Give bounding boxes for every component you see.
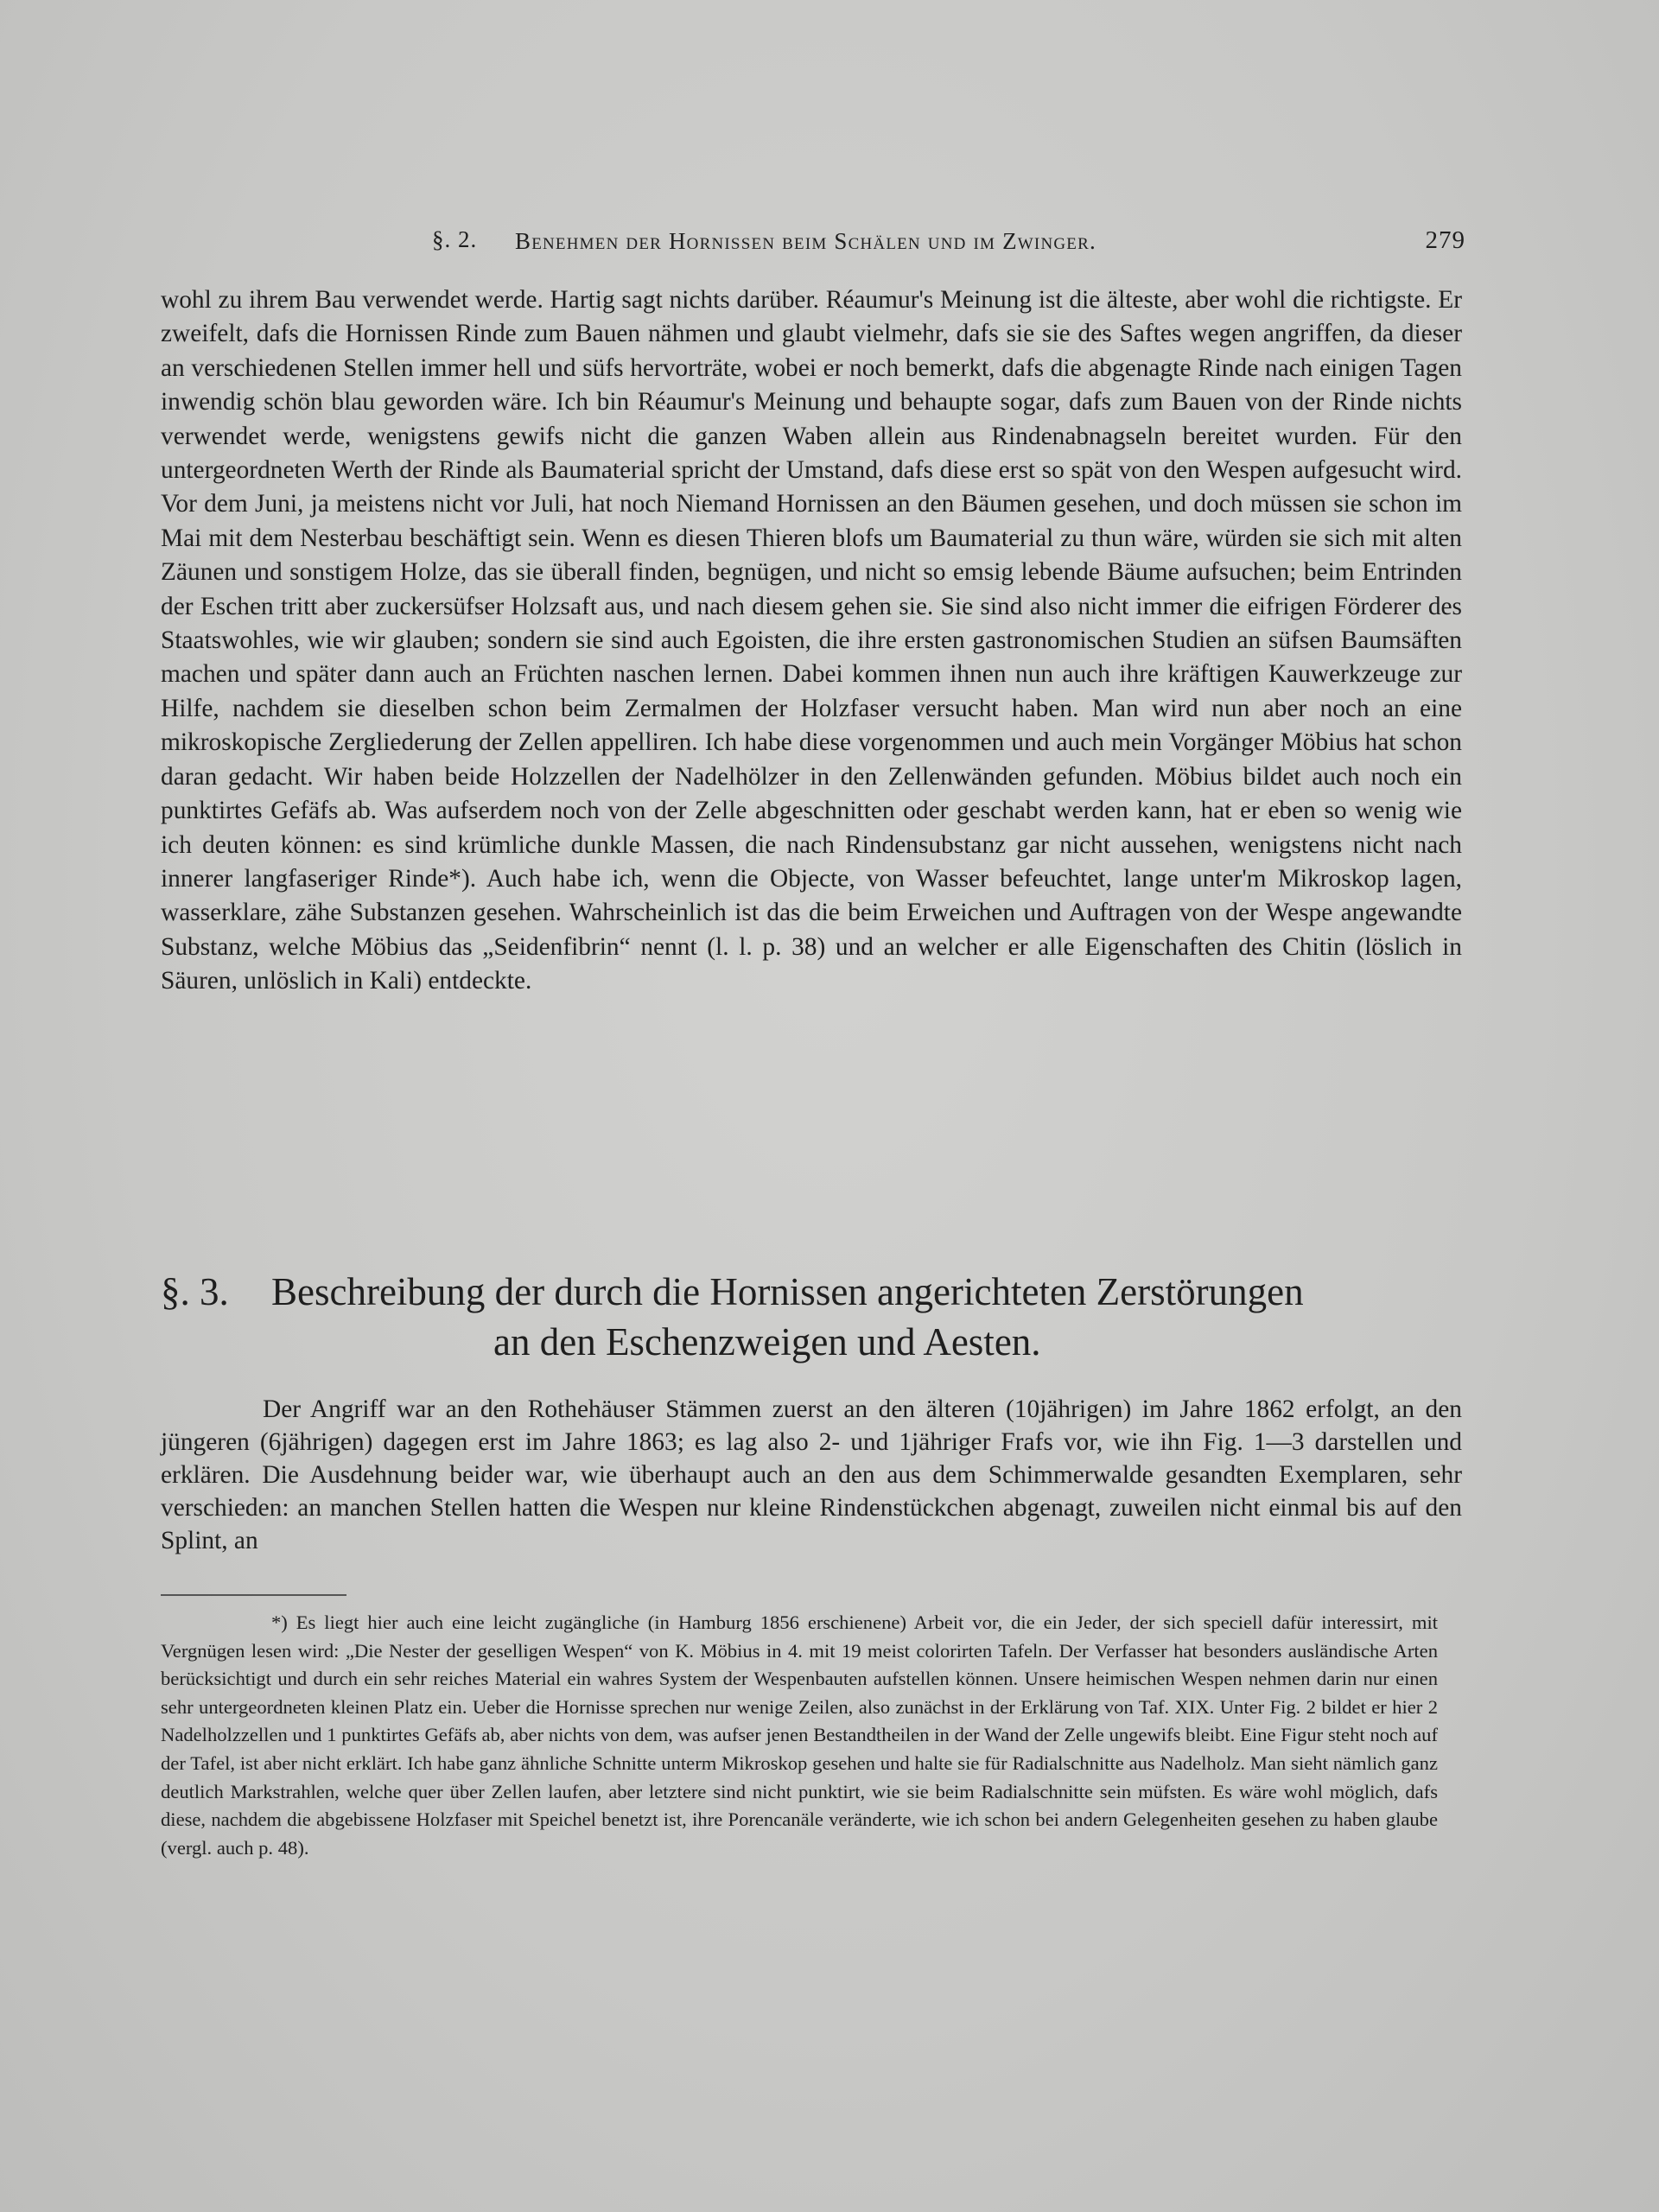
paragraph: wohl zu ihrem Bau verwendet werde. Hartig sagt nichts darüber. Réaumur's Meinung ist die älteste, aber wohl die richtigste. Er zweifelt, dafs die Hornissen Rinde zum Bauen nähmen und glaubt vielmehr, dafs sie sie des Saftes wegen angriffen, da dieser an verschiedenen Stellen immer hell und süfs hervorträte, wobei er noch bemerkt, dafs die abgenagte Rinde nach einigen Tagen inwendig schön blau geworden wäre. Ich bin Réaumur's Meinung und behaupte sogar, dafs zum Bauen von der Rinde nichts verwendet werde, wenigstens gewifs nicht die ganzen Waben allein aus Rindenabnagseln bereitet wurden. Für den untergeordneten Werth der Rinde als Baumaterial spricht der Umstand, dafs diese erst so spät von den Wespen aufgesucht wird. Vor dem Juni, ja meistens nicht vor Juli, hat noch Niemand Hornissen an den Bäumen gesehen, und doch müssen sie schon im Mai mit dem Nesterbau beschäftigt sein. Wenn es diesen Thieren blofs um Baumaterial zu thun wäre, würden sie sich mit alten Zäunen und sonstigem Holze, das sie überall finden, begnügen, und nicht so emsig lebende Bäume aufsuchen; beim Entrinden der Eschen tritt aber zuckersüfser Holzsaft aus, und nach diesem gehen sie. Sie sind also nicht immer die eifrigen Förderer des Staatswohles, wie wir glauben; sondern sie sind auch Egoisten, die ihre ersten gastronomischen Studien an süfsen Baumsäften machen und später dann auch an Früchten naschen lernen. Dabei kommen ihnen nun auch ihre kräftigen Kauwerkzeuge zur Hilfe, nachdem sie dieselben schon beim Zermalmen der Holzfaser versucht haben. Man wird nun aber noch an eine mikroskopische Zergliederung der Zellen appelliren. Ich habe diese vorgenommen und auch mein Vorgänger Möbius hat schon daran gedacht. Wir haben beide Holzzellen der Nadelhölzer in den Zellenwänden gefunden. Möbius bildet auch noch ein punktirtes Gefäfs ab. Was aufserdem noch von der Zelle abgeschnitten oder geschabt werden kann, hat er eben so wenig wie ich deuten können: es sind krümliche dunkle Massen, die nach Rindensubstanz gar nicht aussehen, wenigstens nicht nach innerer langfaseriger Rinde*). Auch habe ich, wenn die Objecte, von Wasser befeuchtet, lange unter'm Mikroskop lagen, wasserklare, zähe Substanzen gesehen. Wahrscheinlich ist das die beim Erweichen und Auftragen von der Wespe angewandte Substanz, welche Möbius das „Seidenfibrin“ nennt (l. l. p. 38) und an welcher er alle Eigenschaften des Chitin (löslich in Säuren, unlöslich in Kali) entdeckte. bbox=[161, 286, 1462, 995]
header-section-number: §. 2. bbox=[432, 226, 478, 252]
section-title-line-2: an den Eschenzweigen und Aesten. bbox=[493, 1320, 1041, 1363]
footnote: *) Es liegt hier auch eine leicht zugängliche (in Hamburg 1856 erschienene) Arbeit vor, die ein Jeder, der sich speciell dafür interessirt, mit Vergnügen lesen wird: „Die Nester der geselligen Wespen“ von K. Möbius in 4. mit 19 meist colorirten Tafeln. Der Verfasser hat besonders ausländische Arten berücksichtigt und durch ein sehr reiches Material ein wahres System der Wespenbauten aufstellen können. Unsere heimischen Wespen nehmen darin nur einen sehr untergeordneten kleinen Platz ein. Ueber die Hornisse sprechen nur wenige Zeilen, also zunächst in der Erklärung von Taf. XIX. Unter Fig. 2 bildet er hier 2 Nadelholzzellen und 1 punktirtes Gefäfs ab, aber nichts von dem, was aufser jenen Bestandtheilen in der Wand der Zelle ungewifs bleibt. Eine Figur steht noch auf der Tafel, ist aber nicht erklärt. Ich habe ganz ähnliche Schnitte unterm Mikroskop gesehen und halte sie für Radialschnitte aus Nadelholz. Man sieht nämlich ganz deutlich Markstrahlen, welche quer über Zellen laufen, aber letztere sind nicht punktirt, wie sie beim Radialschnitte sein müfsten. Es wäre wohl möglich, dafs diese, nachdem die abgebissene Holzfaser mit Speichel benetzt ist, ihre Porencanäle veränderte, wie ich schon bei andern Gelegenheiten gesehen zu haben glaube (vergl. auch p. 48). bbox=[161, 1611, 1438, 1859]
body-text-section-2 bbox=[161, 283, 1462, 999]
footnote-divider bbox=[161, 1594, 346, 1596]
paragraph: Der Angriff war an den Rothehäuser Stämmen zuerst an den älteren (10jährigen) im Jahre 1862 erfolgt, an den jüngeren (6jährigen) dagegen erst im Jahre 1863; es lag also 2- und 1jähriger Frafs vor, wie ihn Fig. 1—3 darstellen und erklären. Die Ausdehnung beider war, wie überhaupt auch an den aus dem Schimmerwalde gesandten Exemplaren, sehr verschieden: an manchen Stellen hatten die Wespen nur kleine Rindenstückchen abgenagt, zuweilen nicht einmal bis auf den Splint, an bbox=[161, 1395, 1462, 1554]
section-number: §. 3. bbox=[161, 1270, 229, 1313]
header-title: Benehmen der Hornissen beim Schälen und im Zwinger. bbox=[515, 228, 1096, 254]
page-number: 279 bbox=[1425, 226, 1465, 254]
section-title-line-1: Beschreibung der durch die Hornissen angerichteten Zerstörungen bbox=[271, 1270, 1304, 1313]
